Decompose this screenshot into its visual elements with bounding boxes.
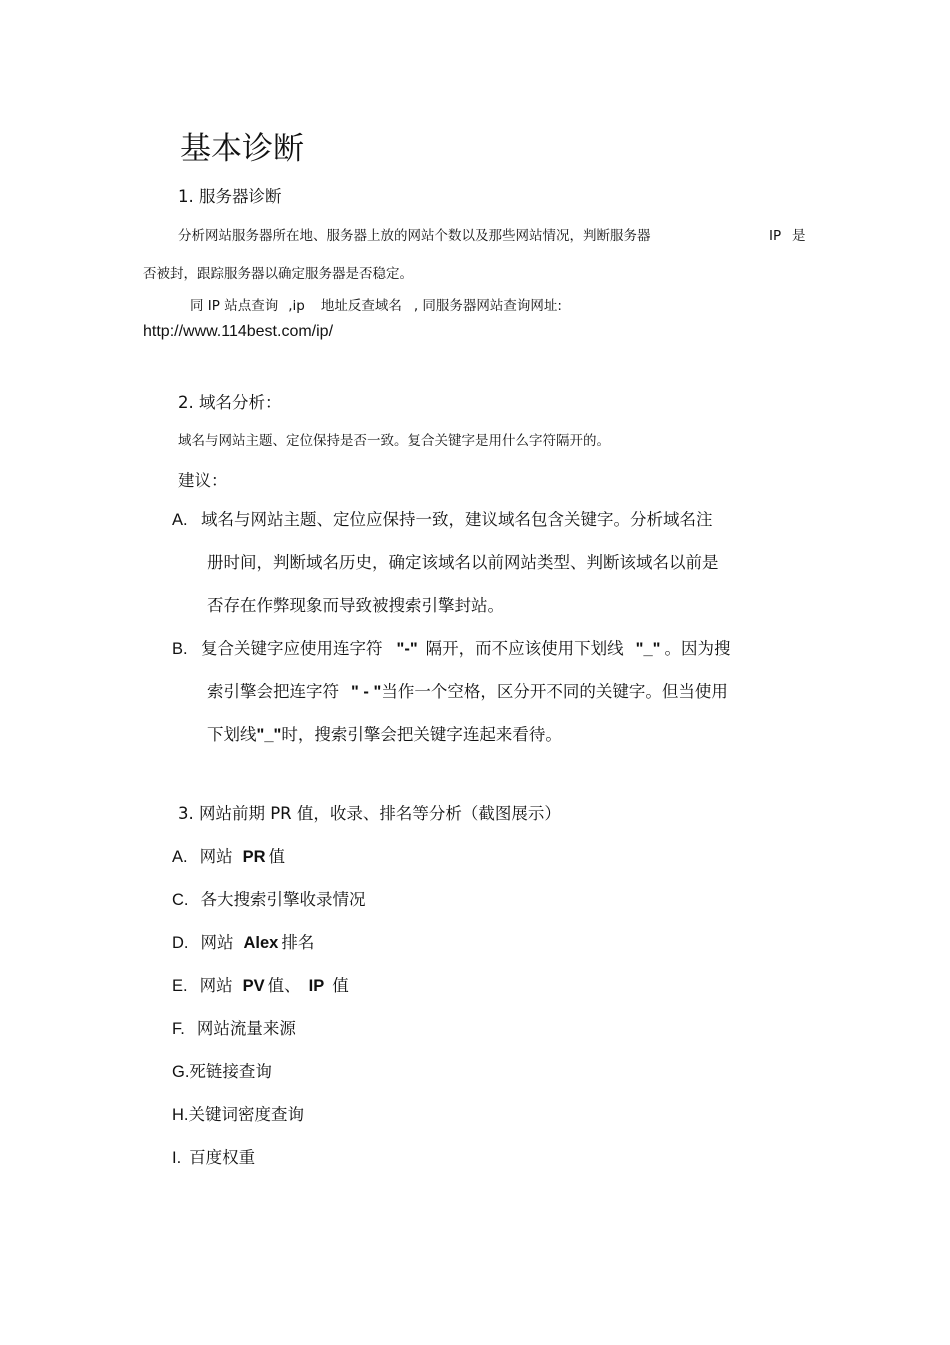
- section-1-heading: 1. 服务器诊断: [178, 187, 282, 206]
- suggestion-b-line-3: [207, 727, 562, 744]
- suggestion-b-text-2: 隔开，而不应该使用下划线: [425, 639, 624, 658]
- section-1-is-label: 是: [792, 228, 806, 244]
- list-item-marker: H.: [172, 1106, 189, 1124]
- list-item-text: 网站流量来源: [196, 1019, 296, 1038]
- list-item-bold-text: PR: [242, 848, 266, 866]
- ip-text: ,ip: [288, 298, 305, 314]
- hyphen-quote: "-": [396, 640, 418, 658]
- list-item-text: 网站: [199, 847, 233, 866]
- list-item-marker: G.: [172, 1063, 190, 1081]
- underscore-quote-2: "_": [256, 726, 282, 744]
- list-item-marker: C.: [172, 891, 189, 909]
- same-server-query-text: , 同服务器网站查询网址:: [413, 298, 562, 314]
- list-item: [172, 892, 366, 909]
- section-1-paragraph-line-1: [178, 230, 651, 244]
- list-item-marker: D.: [172, 934, 189, 952]
- list-item: [172, 1064, 272, 1081]
- list-item: [172, 1107, 304, 1124]
- suggestion-b-line-2: [207, 684, 728, 701]
- query-url-link[interactable]: http://www.114best.com/ip/: [143, 323, 334, 340]
- section-2-heading: 2. 域名分析：: [178, 393, 282, 412]
- list-item-bold-text-2: IP: [308, 977, 325, 995]
- list-item-marker: A.: [172, 848, 188, 866]
- list-item: [172, 849, 285, 866]
- list-item: [172, 1150, 255, 1167]
- list-item-text: 各大搜索引擎收录情况: [200, 890, 366, 909]
- list-item-text: 百度权重: [189, 1148, 256, 1167]
- suggestion-b-text-1: 复合关键字应使用连字符: [201, 639, 383, 658]
- list-item-text-suffix-2: 值: [332, 976, 349, 995]
- list-item-text: 死链接查询: [189, 1062, 272, 1081]
- suggestion-b-line-1: [201, 641, 730, 658]
- section-1-paragraph-text: 分析网站服务器所在地、服务器上放的网站个数以及那些网站情况，判断服务器: [178, 228, 651, 244]
- section-3-heading: 3. 网站前期 PR 值，收录、排名等分析（截图展示）: [178, 804, 561, 823]
- list-item-text-suffix: 排名: [281, 933, 315, 952]
- section-1-query-line: [190, 300, 562, 314]
- list-item: [172, 1021, 296, 1038]
- suggestion-a-line-1: 域名与网站主题、定位应保持一致，建议域名包含关键字。分析域名注: [201, 510, 713, 529]
- reverse-domain-text: 地址反查域名: [320, 298, 402, 314]
- page-title: 基本诊断: [180, 131, 304, 167]
- list-item-marker: I.: [172, 1149, 182, 1167]
- suggestion-b-text-3: 。因为搜: [664, 639, 731, 658]
- suggestion-a-line-2: 册时间，判断域名历史，确定该域名以前网站类型、判断该域名以前是: [207, 553, 719, 572]
- underscore-quote: "_": [635, 640, 661, 658]
- list-item-text: 关键词密度查询: [188, 1105, 304, 1124]
- list-item-bold-text: PV: [242, 977, 265, 995]
- suggestion-label: 建议：: [178, 471, 228, 490]
- suggestion-a-marker: A.: [172, 511, 188, 529]
- list-item-text: 网站: [199, 976, 233, 995]
- suggestion-b-text-4: 索引擎会把连字符: [207, 682, 339, 701]
- list-item: [172, 935, 314, 952]
- hyphen-quote-2: " - ": [351, 683, 382, 701]
- suggestion-a-line-3: 否存在作弊现象而导致被搜索引擎封站。: [207, 596, 504, 615]
- list-item-marker: E.: [172, 977, 188, 995]
- list-item: [172, 978, 349, 995]
- section-1-ip-label: IP: [769, 228, 782, 244]
- section-1-paragraph-line-2: 否被封，跟踪服务器以确定服务器是否稳定。: [143, 266, 413, 282]
- suggestion-b-text-6: 下划线: [207, 725, 257, 744]
- list-item-marker: F.: [172, 1020, 185, 1038]
- suggestion-b-marker: B.: [172, 640, 188, 658]
- list-item-text: 网站: [200, 933, 234, 952]
- list-item-bold-text: Alex: [243, 934, 279, 952]
- suggestion-b-text-5: 当作一个空格，区分开不同的关键字。但当使用: [381, 682, 728, 701]
- list-item-text-suffix: 值、: [267, 976, 301, 995]
- list-item-text-suffix: 值: [268, 847, 286, 866]
- same-ip-query-text: 同 IP 站点查询: [190, 298, 279, 314]
- section-2-paragraph: 域名与网站主题、定位保持是否一致。复合关键字是用什么字符隔开的。: [178, 433, 610, 449]
- suggestion-b-text-7: 时，搜索引擎会把关键字连起来看待。: [281, 725, 562, 744]
